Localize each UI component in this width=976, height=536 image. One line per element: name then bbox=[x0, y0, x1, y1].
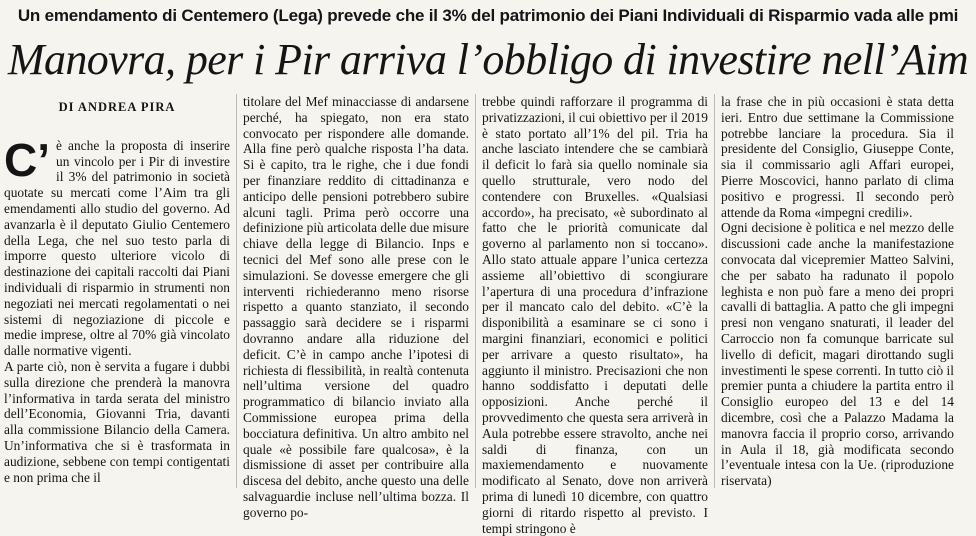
column-3 bbox=[482, 94, 715, 536]
paragraph: trebbe quindi rafforzare il programma di privatizzazioni, il cui obiettivo per il 2019 è stato portato all’1% del pil. Tria ha anche lasciato intendere che se cambiarà il deficit lo farà sia quello nominale sia quello strutturale, vero nodo del contendere con Bruxelles. «Qualsiasi accordo», ha precisato, «è subordinato al fatto che le priorità comunicate dal governo al parlamento non si toccano». Allo stato attuale appare l’unica certezza assieme all’obiettivo di scongiurare l’apertura di una procedura d’infrazione per il mancato calo del debito. «C’è la disponibilità a esaminare se ci sono i margini finanziari, economici e politici per arrivare a questo risultato», ha aggiunto il ministro. Precisazioni che non hanno soddisfatto i deputati delle opposizioni. Anche perché il provvedimento che questa sera arriverà in Aula potrebbe essere stravolto, anche nei saldi di finanza, con un maxiemendamento e nuovamente modificato al Senato, dove non arriverà prima di lunedì 10 dicembre, con quattro giorni di ritardo rispetto al previsto. I tempi stringono è bbox=[482, 94, 708, 536]
headline: Manovra, per i Pir arriva l’obbligo di investire nell’Aim bbox=[7, 35, 969, 84]
byline: DI ANDREA PIRA bbox=[58, 100, 176, 114]
column-1 bbox=[4, 94, 237, 488]
paragraph: è anche la proposta di inserire un vincolo per i Pir di investire il 3% del patrimonio in società quotate su mercati come l’Aim tra gli emendamenti allo studio del governo. Ad avanzarla è il deputato Giulio Centemero della Lega, che nel suo testo parla di imporre questo ulteriore vicolo di destinazione dei capitali raccolti dai Piani individuali di risparmio in strumenti non negoziati nei mercati regolamentati o nei sistemi di negoziazione di piccole e medie imprese, oltre al 70% già vincolato dalle normative vigenti. bbox=[4, 137, 230, 359]
article-body bbox=[4, 94, 972, 536]
column-4 bbox=[721, 94, 954, 488]
paragraph: Ogni decisione è politica e nel mezzo delle discussioni cade anche la manifestazione convocata dal vicepremier Matteo Salvini, che per sabato ha radunato il popolo leghista e non può fare a meno dei propri cavalli di battaglia. A patto che gli impegni presi non vengano snaturati, il leader del Carroccio non fa comunque barricate sul livello di deficit, magari dirottando sugli investimenti le spese correnti. In tutto ciò il premier punta a chiudere la partita entro il Consiglio europeo del 13 e del 14 dicembre, così che a Palazzo Madama la manovra faccia il proprio corso, arrivando in Aula il 18, già modificata secondo l’eventuale intesa con la Ue. (riproduzione riservata) bbox=[721, 220, 954, 489]
paragraph: la frase che in più occasioni è stata detta ieri. Entro due settimane la Commissione potrebbe lanciare la procedura. Sia il presidente del Consiglio, Giuseppe Conte, sia il commissario agli Affari europei, Pierre Moscovici, hanno parlato di clima positivo e progressi. Il secondo però attende da Roma «impegni credili». bbox=[721, 94, 954, 220]
kicker: Un emendamento di Centemero (Lega) prevede che il 3% del patrimonio dei Piani Individuali di Risparmio vada alle pmi bbox=[17, 6, 959, 25]
lead-paragraph-wrap bbox=[4, 133, 230, 359]
drop-cap: C’ bbox=[4, 133, 50, 186]
column-2 bbox=[243, 94, 476, 520]
paragraph: titolare del Mef minacciasse di andarsene perché, ha spiegato, non era stato convocato per rispondere alle domande. Alla fine però qualche risposta l’ha data. Si è capito, tra le righe, che i due fondi per finanziare reddito di cittadinanza e anticipo delle pensioni potrebbero subire alcuni tagli. Prima però occorre una definizione più articolata delle due misure chiave della legge di Bilancio. Inps e tecnici del Mef sono alle prese con le simulazioni. Se dovesse emergere che gli interventi richiederanno meno risorse rispetto a quanto stanziato, il secondo passaggio sarà decidere se i risparmi dovranno andare alla riduzione del deficit. C’è in campo anche l’ipotesi di richiesta di flessibilità, in realtà contenuta nell’ultima versione del quadro programmatico di bilancio inviato alla Commissione europea prima della bocciatura definitiva. Un altro ambito nel quale «è possibile fare qualcosa», è la dismissione di asset per contribuire alla discesa del debito, anche questo una delle salvaguardie incluse nell’ultima bozza. Il governo po- bbox=[243, 94, 469, 520]
paragraph: A parte ciò, non è servita a fugare i dubbi sulla direzione che prenderà la manovra l’informativa in tarda serata del ministro dell’Economia, Giovanni Tria, davanti alla commissione Bilancio della Camera. Un’informativa che si è trasformata in audizione, sebbene con tempi contigentati e non prima che il bbox=[4, 358, 230, 485]
